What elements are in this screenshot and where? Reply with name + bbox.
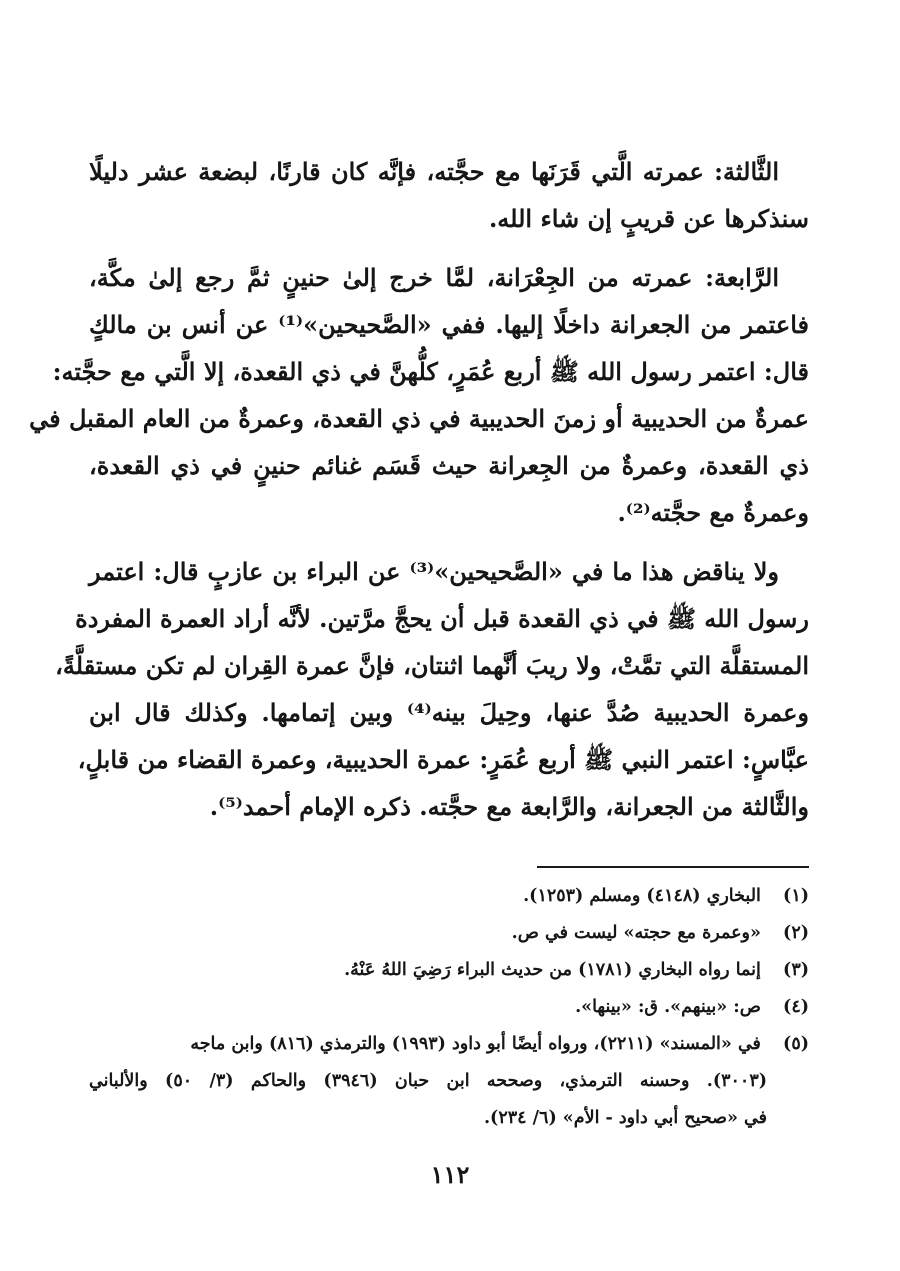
text-line: سنذكرها عن قريبٍ إن شاء الله. xyxy=(488,204,809,233)
paragraph-fourth-umrah xyxy=(29,254,809,536)
text-line: فاعتمر من الجعرانة داخلًا إليها. ففي «الصَّحيحين»⁽¹⁾ عن أنس بن مالكٍ xyxy=(89,310,809,339)
footnotes xyxy=(89,878,809,1137)
text-line: ذي القعدة، وعمرةٌ من الجِعرانة حيث قَسَم غنائم حنينٍ في ذي القعدة، xyxy=(89,451,809,480)
paragraph-no-contradiction xyxy=(55,548,809,830)
footnote-text: (٣٠٠٣). وحسنه الترمذي، وصححه ابن حبان (٣٩٤٦) والحاكم (٣/ ٥٠) والألباني xyxy=(89,1071,768,1091)
text-line: وعمرةٌ مع حجَّته⁽²⁾. xyxy=(617,498,809,527)
footnote-text: في «المسند» (٢٢١١)، ورواه أيضًا أبو داود (١٩٩٣) والترمذي (٨١٦) وابن ماجه xyxy=(190,1034,761,1054)
footnote-4 xyxy=(89,989,809,1026)
text-line: والثَّالثة من الجعرانة، والرَّابعة مع حجَّته. ذكره الإمام أحمد⁽⁵⁾. xyxy=(209,792,809,821)
text-line: عمرةٌ من الحديبية أو زمنَ الحديبية في ذي القعدة، وعمرةٌ من العام المقبل في xyxy=(29,404,809,433)
footnote-3 xyxy=(89,952,809,989)
paragraph-third-umrah xyxy=(89,148,809,242)
text-line: عبَّاسٍ: اعتمر النبي ﷺ أربع عُمَرٍ: عمرة الحديبية، وعمرة القضاء من قابلٍ، xyxy=(77,745,809,774)
footnote-2 xyxy=(89,915,809,952)
text-line: الثَّالثة: عمرته الَّتي قَرَنَها مع حجَّته، فإنَّه كان قارنًا، لبضعة عشر دليلًا xyxy=(89,157,779,186)
footnote-text: إنما رواه البخاري (١٧٨١) من حديث البراء رَضِيَ اللهُ عَنْهُ. xyxy=(344,960,761,980)
text-line: وعمرة الحديبية صُدَّ عنها، وحِيلَ بينه⁽⁴⁾ وبين إتمامها. وكذلك قال ابن xyxy=(89,698,809,727)
text-line: المستقلَّة التي تمَّتْ، ولا ريبَ أنَّهما اثنتان، فإنَّ عمرة القِران لم تكن مستقلَّةً، xyxy=(55,651,809,680)
text-line: قال: اعتمر رسول الله ﷺ أربع عُمَرٍ، كلُّهنَّ في ذي القعدة، إلا الَّتي مع حجَّته: xyxy=(52,357,809,386)
footnote-number: (٥) xyxy=(783,1034,809,1054)
footnote-text: «وعمرة مع حجته» ليست في ص. xyxy=(511,923,761,943)
footnote-text: ص: «بينهم». ق: «بينها». xyxy=(575,997,761,1017)
footnote-text: في «صحيح أبي داود - الأم» (٦/ ٢٣٤). xyxy=(483,1108,767,1128)
footnote-divider xyxy=(537,866,809,868)
footnote-5 xyxy=(89,1026,809,1137)
footnote-number: (٢) xyxy=(783,923,809,943)
footnote-number: (٤) xyxy=(783,997,809,1017)
page-number: ١١٢ xyxy=(430,1160,470,1189)
footnote-text: البخاري (٤١٤٨) ومسلم (١٢٥٣). xyxy=(523,886,761,906)
text-line: رسول الله ﷺ في ذي القعدة قبل أن يحجَّ مرَّتين. لأنَّه أراد العمرة المفردة xyxy=(75,604,809,633)
footnote-number: (١) xyxy=(783,886,809,906)
main-text xyxy=(29,148,809,842)
text-line: ولا يناقض هذا ما في «الصَّحيحين»⁽³⁾ عن البراء بن عازبٍ قال: اعتمر xyxy=(89,557,779,586)
text-line: الرَّابعة: عمرته من الجِعْرَانة، لمَّا خرج إلىٰ حنينٍ ثمَّ رجع إلىٰ مكَّة، xyxy=(89,263,779,292)
footnote-1 xyxy=(89,878,809,915)
footnote-number: (٣) xyxy=(783,960,809,980)
